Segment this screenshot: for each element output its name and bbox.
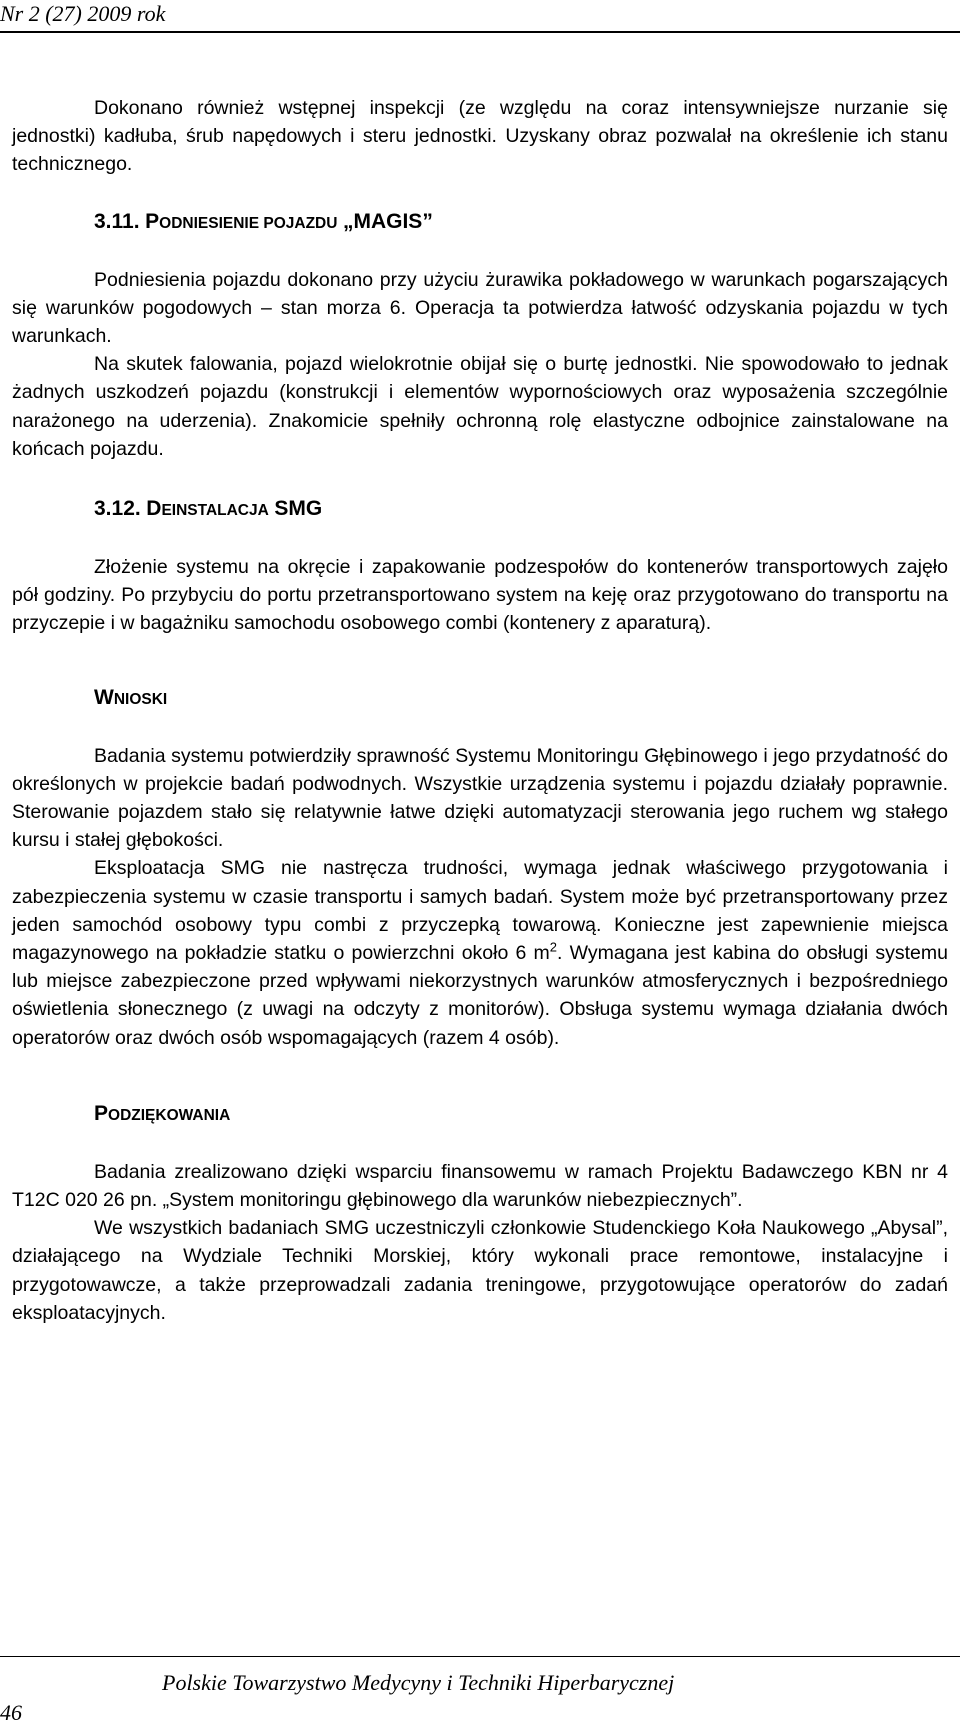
- issue-label: Nr 2 (27) 2009 rok: [0, 1, 166, 26]
- conclusions-paragraph-1: Badania systemu potwierdziły sprawność Systemu Monitoringu Głębinowego i jego przydatność do określonych w projekcie badań podwodnych. Wszystkie urządzenia systemu i pojazdu działały poprawnie. Sterowanie pojazdem stało się relatywnie łatwe dzięki automatyzacji sterowania jego ruchem wg stałego kursu i stałej głębokości.: [12, 744, 948, 852]
- section-heading-3-12: 3.12. DEINSTALACJA SMG: [94, 497, 323, 521]
- publisher-name: Polskie Towarzystwo Medycyny i Techniki Hiperbarycznej: [162, 1670, 675, 1695]
- acknowledgements-paragraph-1: Badania zrealizowano dzięki wsparciu finansowemu w ramach Projektu Badawczego KBN nr 4 T12C 020 26 pn. „System monitoringu głębinowego dla warunków niebezpiecznych”.: [12, 1160, 948, 1212]
- section-number: 3.12.: [94, 497, 141, 521]
- acknowledgements-paragraph-2: We wszystkich badaniach SMG uczestniczyli członkowie Studenckiego Koła Naukowego „Abysal”, działającego na Wydziale Techniki Morskiej, który wykonali prace remontowe, instalacyjne i przygotowawcze, a także przeprowadzali zadania treningowe, przygotowujące operatorów do zadań eksploatacyjnych.: [12, 1217, 948, 1324]
- section-3-11-paragraph-2: Na skutek falowania, pojazd wielokrotnie obijał się o burtę jednostki. Nie spowodowało to jednak żadnych uszkodzeń pojazdu (konstrukcji i elementów wypornościowych oraz wyposażenia szczególnie narażonego na uderzenia). Znakomicie spełniły ochronną rolę elastyczne odbojnice zainstalowane na końcach pojazdu.: [12, 353, 948, 460]
- page-number: 46: [0, 1700, 22, 1725]
- section-heading-3-11: 3.11. PODNIESIENIE POJAZDU „MAGIS”: [94, 209, 433, 233]
- conclusions-paragraph-2: Eksploatacja SMG nie nastręcza trudności, wymaga jednak właściwego przygotowania i zabezpieczenia systemu w czasie transportu i samych badań. System może być przetransportowany przez jeden samochód osobowy typu combi z przyczepką towarową. Konieczne jest zapewnienie miejsca magazynowego na pokładzie statku o powierzchni około 6 $m^2$. Wymagana jest kabina do obsługi systemu lub miejsce zabezpieczone przed wpływami niekorzystnych warunków atmosferycznych i bezpośredniego oświetlenia słonecznego (z uwagi na odczyty z monitorów). Obsługa systemu wymaga działania dwóch operatorów oraz dwóch osób wspomagających (razem 4 osób).: [12, 857, 948, 1049]
- article-body: [12, 94, 948, 1327]
- footer-divider: [0, 1656, 960, 1657]
- section-3-12-paragraph-1: Złożenie systemu na okręcie i zapakowanie podzespołów do kontenerów transportowych zajęło pół godziny. Po przybyciu do portu przetransportowano system na keję oraz przygotowano do transportu na przyczepie i w bagażniku samochodu osobowego combi (kontenery z aparaturą).: [12, 556, 948, 635]
- section-3-11-paragraph-1: Podniesienia pojazdu dokonano przy użyciu żurawika pokładowego w warunkach pogarszających się warunków pogodowych – stan morza 6. Operacja ta potwierdza łatwość odzyskania pojazdu w tych warunkach.: [12, 268, 948, 348]
- superscript: 2: [549, 939, 558, 955]
- conclusions-heading: WNIOSKI: [94, 685, 168, 709]
- acknowledgements-heading: PODZIĘKOWANIA: [94, 1101, 231, 1125]
- intro-paragraph: Dokonano również wstępnej inspekcji (ze względu na coraz intensywniejsze nurzanie się jednostki) kadłuba, śrub napędowych i steru jednostki. Uzyskany obraz pozwalał na określenie ich stanu technicznego.: [12, 97, 948, 176]
- header-divider: [0, 31, 960, 33]
- section-number: 3.11.: [94, 209, 140, 233]
